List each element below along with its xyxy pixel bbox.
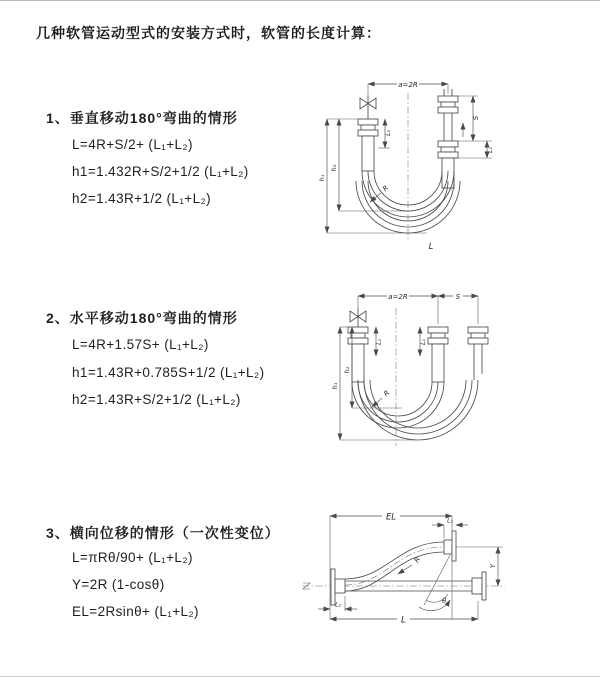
section-1-formula-h2: h2=1.43R+1/2 (L₁+L₂) bbox=[72, 191, 212, 206]
dimension-l1 bbox=[454, 141, 494, 158]
label-h1: h₁ bbox=[318, 174, 326, 182]
radius-callout bbox=[372, 389, 391, 407]
label-l1: L₁ bbox=[487, 147, 494, 153]
label-r: R bbox=[381, 183, 391, 194]
dimension-a-2r bbox=[358, 292, 438, 301]
moved-pipe-fitting bbox=[468, 327, 488, 380]
label-h2: h₂ bbox=[343, 366, 351, 374]
angle-construction bbox=[419, 555, 452, 619]
label-l1: L₁ bbox=[420, 339, 427, 345]
right-flange-original bbox=[472, 572, 486, 600]
label-a2r: a=2R bbox=[398, 80, 418, 89]
diagram-lateral-displacement bbox=[298, 503, 598, 638]
label-h2: h₂ bbox=[330, 164, 338, 172]
label-el: EL bbox=[385, 512, 397, 523]
hose-displaced-position bbox=[345, 542, 444, 591]
label-s: S bbox=[455, 292, 461, 301]
dimension-l2 bbox=[318, 596, 357, 611]
left-flange bbox=[331, 569, 345, 605]
dimension-bottom-l bbox=[330, 601, 478, 626]
label-y: Y bbox=[489, 563, 497, 569]
diagram-horizontal-180-bend bbox=[330, 284, 540, 459]
dimension-l1 bbox=[432, 518, 468, 539]
dimension-s bbox=[438, 292, 478, 301]
valve-icon bbox=[350, 308, 366, 327]
label-l2: L₂ bbox=[376, 339, 383, 345]
section-1-formula-h1: h1=1.432R+S/2+1/2 (L₁+L₂) bbox=[72, 164, 249, 179]
diagram-vertical-180-bend bbox=[315, 73, 515, 258]
label-bottom-l: L bbox=[400, 615, 407, 626]
middle-pipe-fitting bbox=[428, 327, 448, 382]
dimension-el bbox=[330, 511, 452, 619]
section-2-formula-L: L=4R+1.57S+ (L₁+L₂) bbox=[72, 337, 209, 352]
dimension-l1 bbox=[420, 327, 427, 356]
label-r: R bbox=[412, 555, 423, 565]
left-pipe-fitting bbox=[358, 119, 378, 171]
section-3-formula-Y: Y=2R (1-cosθ) bbox=[72, 577, 165, 592]
page-title: 几种软管运动型式的安装方式时，软管的长度计算： bbox=[36, 25, 381, 41]
dimension-l2 bbox=[378, 119, 392, 148]
label-a2r: a=2R bbox=[388, 292, 408, 301]
section-3-formula-EL: EL=2Rsinθ+ (L₁+L₂) bbox=[72, 604, 199, 619]
dimension-a-2r bbox=[368, 80, 448, 96]
label-l2: L₂ bbox=[335, 601, 341, 609]
label-l2: L₂ bbox=[385, 130, 392, 136]
section-1-heading: 1、垂直移动180°弯曲的情形 bbox=[46, 110, 238, 126]
upper-flange-displaced bbox=[444, 531, 456, 561]
label-theta: θ bbox=[441, 597, 447, 605]
left-pipe-fitting bbox=[348, 327, 368, 382]
dimension-h1-h2 bbox=[331, 327, 415, 440]
dimension-l2 bbox=[376, 327, 383, 356]
section-2-heading: 2、水平移动180°弯曲的情形 bbox=[46, 310, 238, 326]
label-h1: h₁ bbox=[331, 382, 339, 390]
section-2-formula-h2: h2=1.43R+S/2+1/2 (L₁+L₂) bbox=[72, 392, 241, 407]
hose-u-bend-position1 bbox=[352, 382, 444, 428]
label-s: S bbox=[472, 115, 480, 121]
section-3-formula-L: L=πRθ/90+ (L₁+L₂) bbox=[72, 550, 193, 565]
section-3-heading: 3、横向位移的情形（一次性变位） bbox=[46, 525, 280, 541]
label-r: R bbox=[382, 388, 392, 399]
label-bottom-l: L bbox=[428, 242, 434, 252]
valve-icon bbox=[360, 95, 376, 119]
label-l1: L₁ bbox=[447, 517, 453, 525]
section-2-formula-h1: h1=1.43R+0.785S+1/2 (L₁+L₂) bbox=[72, 365, 265, 380]
section-1-formula-L: L=4R+S/2+ (L₁+L₂) bbox=[72, 137, 193, 152]
